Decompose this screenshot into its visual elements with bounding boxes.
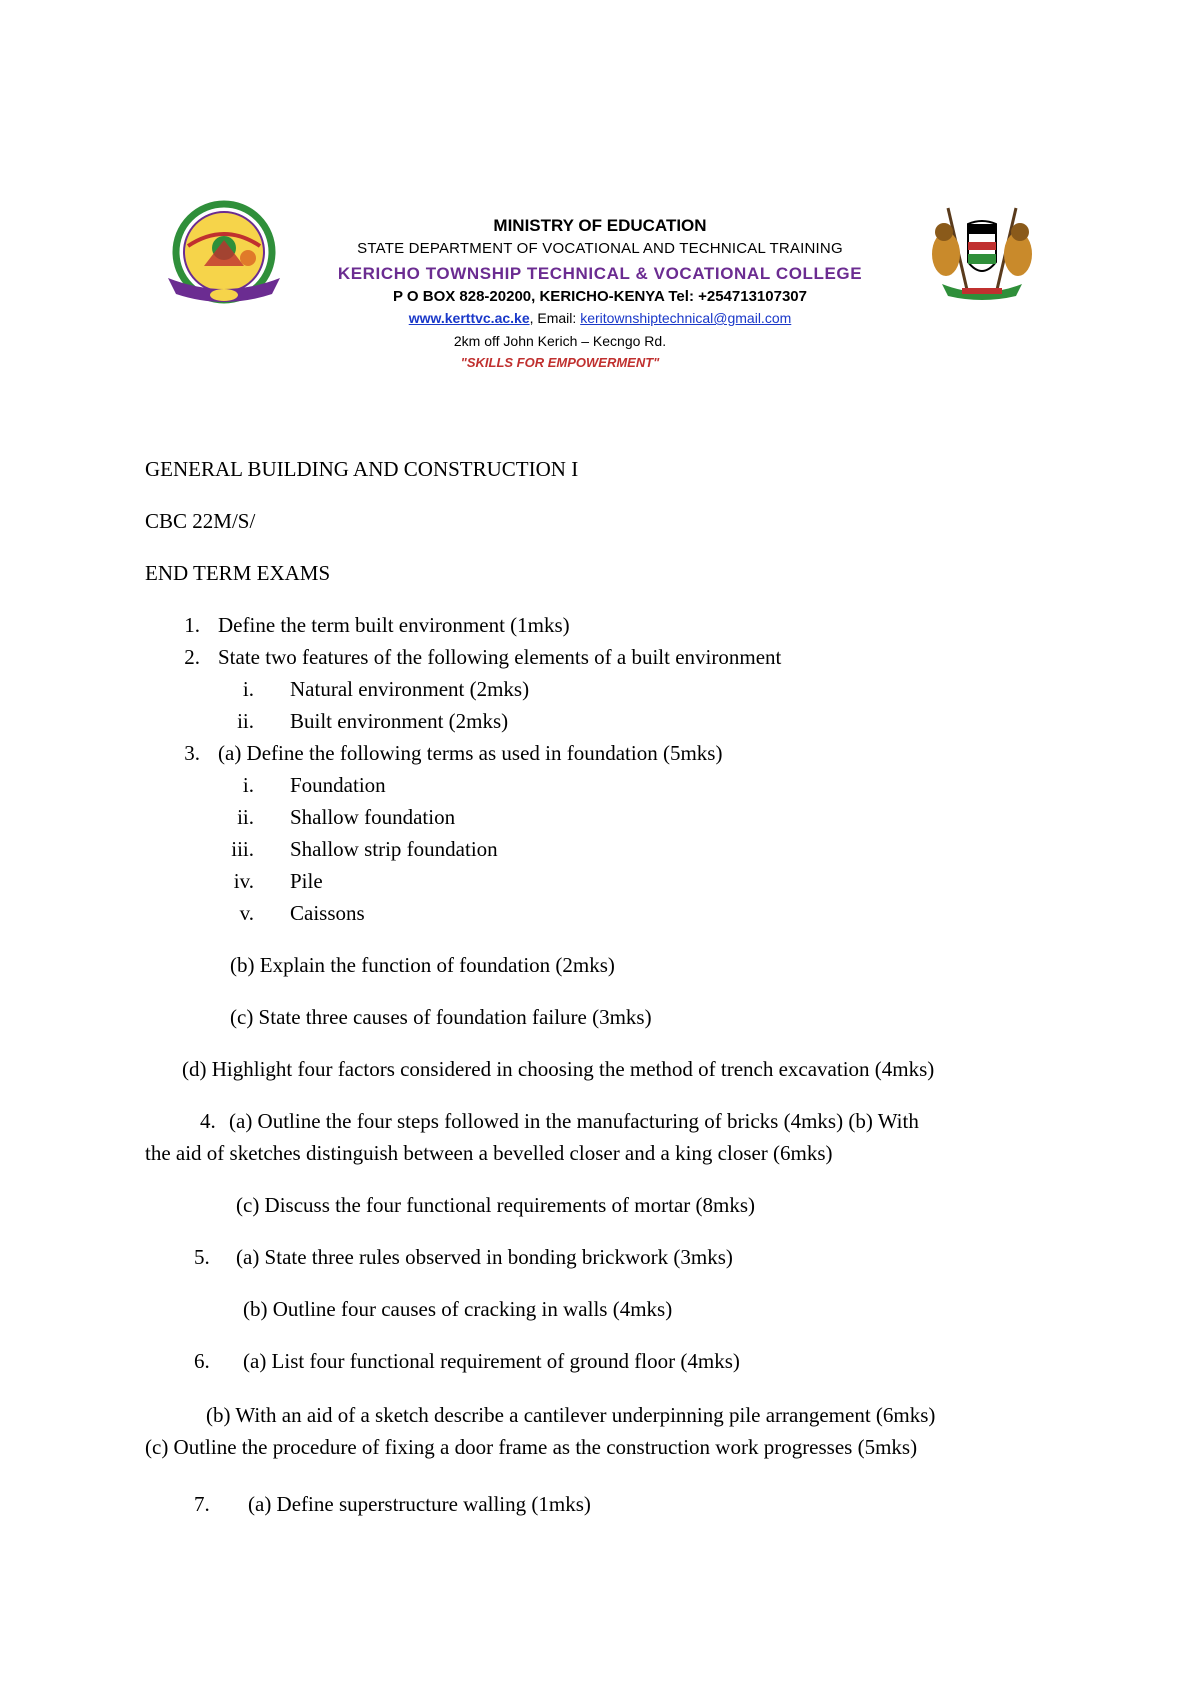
question-4-line-1: (a) Outline the four steps followed in the manufacturing of bricks (4mks) (b) With [229,1109,919,1133]
sub-item: Pile [290,869,323,893]
subject-title: GENERAL BUILDING AND CONSTRUCTION I [145,457,579,481]
sub-number: iii. [231,837,254,861]
contact-line [300,310,900,326]
sub-item: Foundation [290,773,386,797]
question-7a-text: (a) Define superstructure walling (1mks) [248,1492,591,1516]
sub-item: Built environment (2mks) [290,709,509,733]
email-link[interactable]: keritownshiptechnical@gmail.com [580,310,792,326]
college-name: KERICHO TOWNSHIP TECHNICAL & VOCATIONAL COLLEGE [337,264,863,283]
question-3d-text: (d) Highlight four factors considered in choosing the method of trench excavation (4mks) [182,1057,935,1081]
location-line: 2km off John Kerich – Kecngo Rd. [453,333,667,349]
question-number: 5. [194,1245,210,1269]
sub-number: v. [239,901,254,925]
exam-title: END TERM EXAMS [145,561,331,585]
question-number: 6. [194,1349,210,1373]
ministry-title: MINISTRY OF EDUCATION [493,216,707,235]
question-number: 7. [194,1492,210,1516]
question-number: 1. [184,613,200,637]
sub-number: ii. [237,709,254,733]
email-label: , Email: [529,310,581,326]
question-6b-text: (b) With an aid of a sketch describe a cantilever underpinning pile arrangement (6mks) [206,1403,936,1427]
department-title: STATE DEPARTMENT OF VOCATIONAL AND TECHNICAL TRAINING [357,240,843,257]
sub-item: Shallow foundation [290,805,456,829]
question-6a-text: (a) List four functional requirement of ground floor (4mks) [243,1349,740,1373]
sub-number: i. [242,677,254,701]
sub-number: i. [242,773,254,797]
question-1-text: Define the term built environment (1mks) [218,613,570,637]
sub-item: Shallow strip foundation [290,837,498,861]
question-2-text: State two features of the following elements of a built environment [218,645,782,669]
sub-number: ii. [237,805,254,829]
question-4-line-2: the aid of sketches distinguish between a bevelled closer and a king closer (6mks) [145,1141,833,1165]
question-3c-text: (c) State three causes of foundation failure (3mks) [230,1005,652,1029]
question-3b-text: (b) Explain the function of foundation (2mks) [230,953,615,977]
sub-item: Natural environment (2mks) [290,677,530,701]
question-4c-text: (c) Discuss the four functional requirements of mortar (8mks) [236,1193,756,1217]
question-number: 4. [200,1109,216,1133]
college-logo-icon [160,200,288,306]
class-code: CBC 22M/S/ [145,509,256,533]
question-5b-text: (b) Outline four causes of cracking in walls (4mks) [243,1297,673,1321]
coat-of-arms-icon [928,204,1036,304]
website-link[interactable]: www.kerttvc.ac.ke [408,310,530,326]
sub-item: Caissons [290,901,365,925]
question-3a-text: (a) Define the following terms as used in foundation (5mks) [218,741,723,765]
question-number: 3. [184,741,200,765]
sub-number: iv. [233,869,254,893]
postal-address: P O BOX 828-20200, KERICHO-KENYA Tel: +254713107307 [393,288,807,305]
motto: "SKILLS FOR EMPOWERMENT" [460,355,660,370]
question-6c-text: (c) Outline the procedure of fixing a door frame as the construction work progresses (5mks) [145,1435,918,1459]
question-5a-text: (a) State three rules observed in bonding brickwork (3mks) [236,1245,733,1269]
question-number: 2. [184,645,200,669]
